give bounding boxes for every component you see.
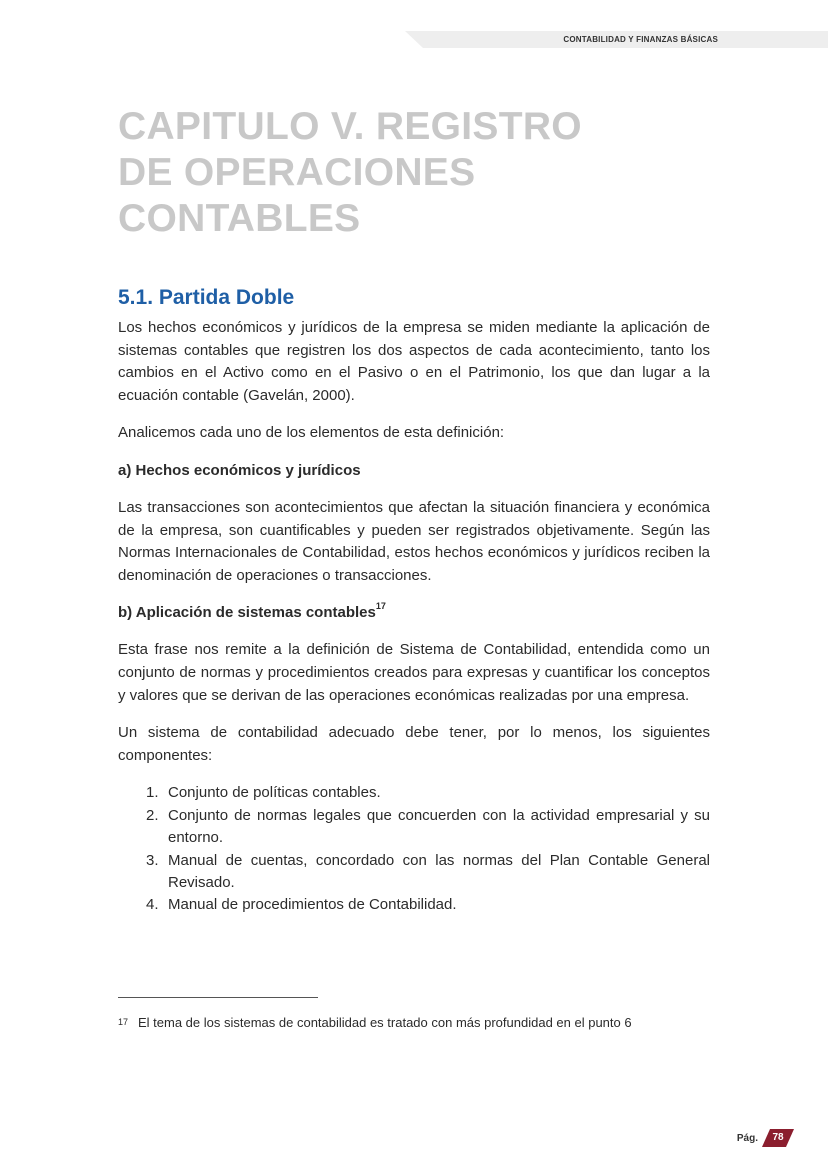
running-header: CONTABILIDAD Y FINANZAS BÁSICAS xyxy=(563,35,718,44)
subheading-b-text: b) Aplicación de sistemas contables xyxy=(118,604,376,622)
page-label: Pág. xyxy=(736,1133,758,1144)
paragraph-b-1: Esta frase nos remite a la definición de Sistema de Contabilidad, entendida como un conjunto de normas y procedimientos creados para expresas y cuantificar los conceptos y valores que se derivan de las operaciones económicas realizadas por una empresa. xyxy=(118,641,710,704)
list-item-text: Conjunto de políticas contables. xyxy=(168,784,381,802)
footnote xyxy=(118,1014,710,1032)
chapter-title-line-1: CAPITULO V. REGISTRO xyxy=(118,105,582,148)
footnote-ref[interactable]: 17 xyxy=(375,601,386,612)
list-item-number: 1. xyxy=(146,784,159,802)
chapter-title-line-2: DE OPERACIONES xyxy=(118,151,476,194)
components-list xyxy=(118,782,710,916)
chapter-title xyxy=(118,104,678,242)
list-item-text: Conjunto de normas legales que concuerden con la actividad empresarial y su entorno. xyxy=(168,806,710,847)
section-title: 5.1. Partida Doble xyxy=(118,286,295,309)
list-item-number: 2. xyxy=(146,806,159,824)
list-item xyxy=(146,894,710,916)
body-content xyxy=(118,285,710,917)
paragraph-b-2: Un sistema de contabilidad adecuado debe tener, por lo menos, los siguientes componentes: xyxy=(118,724,710,764)
list-item-text: Manual de procedimientos de Contabilidad. xyxy=(168,896,457,914)
paragraph-analysis: Analicemos cada uno de los elementos de esta definición: xyxy=(118,424,505,442)
list-item-text: Manual de cuentas, concordado con las normas del Plan Contable General Revisado. xyxy=(168,851,710,891)
page-number: 78 xyxy=(772,1132,784,1143)
paragraph-intro: Los hechos económicos y jurídicos de la empresa se miden mediante la aplicación de sistemas contables que registren los dos aspectos de cada acontecimiento, tanto los cambios en el Activo como en el Pasivo o en el Patrimonio, los que dan lugar a la ecuación contable (Gavelán, 2000). xyxy=(118,319,710,404)
subheading-a: a) Hechos económicos y jurídicos xyxy=(118,461,361,479)
footnote-divider xyxy=(118,997,318,998)
list-item xyxy=(146,805,710,850)
footnote-number: 17 xyxy=(118,1017,129,1027)
footnote-text: El tema de los sistemas de contabilidad es tratado con más profundidad en el punto 6 xyxy=(138,1015,632,1030)
subheading-b xyxy=(118,602,710,624)
list-item-number: 4. xyxy=(146,896,159,914)
list-item xyxy=(146,782,710,804)
list-item-number: 3. xyxy=(146,851,159,869)
chapter-title-line-3: CONTABLES xyxy=(118,197,361,240)
list-item xyxy=(146,850,710,895)
paragraph-a: Las transacciones son acontecimientos que afectan la situación financiera y económica de la empresa, son cuantificables y pueden ser registrados objetivamente. Según las Normas Internacionales de Contabilidad, estos hechos económicos y jurídicos reciben la denominación de operaciones o transacciones. xyxy=(118,498,710,584)
